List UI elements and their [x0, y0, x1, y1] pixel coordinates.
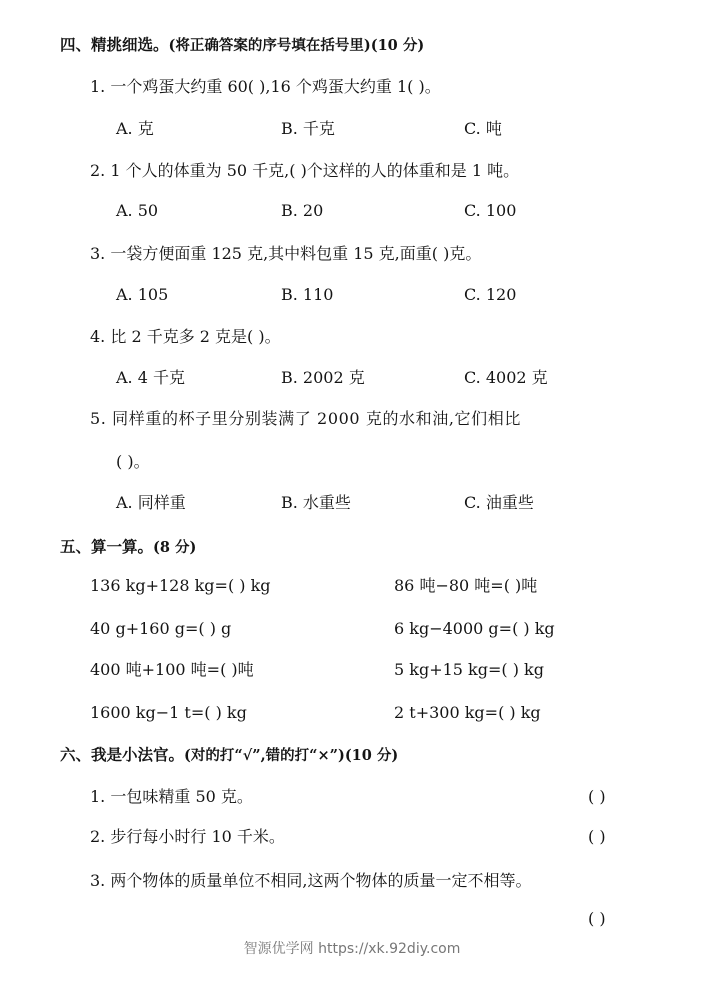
calc-1: 136 kg+128 kg=( ) kg: [90, 576, 271, 595]
q2-option-a: A. 50: [116, 201, 159, 220]
section-4-heading: [60, 34, 424, 57]
q5-option-b: B. 水重些: [281, 493, 351, 512]
judge-bracket-3: ( ): [588, 909, 606, 928]
section-4-title: 四、精挑细选。: [60, 36, 169, 54]
q1-option-b: B. 千克: [281, 119, 335, 138]
calc-5: 400 吨+100 吨=( )吨: [90, 660, 254, 679]
judge-bracket-1: ( ): [588, 787, 606, 806]
calc-2: 86 吨−80 吨=( )吨: [394, 576, 538, 595]
judge-item-1: 1. 一包味精重 50 克。: [90, 787, 253, 806]
judge-item-2: 2. 步行每小时行 10 千米。: [90, 827, 285, 846]
q2-option-b: B. 20: [281, 201, 324, 220]
calc-4: 6 kg−4000 g=( ) kg: [394, 619, 555, 638]
q3-option-a: A. 105: [116, 285, 169, 304]
section-6-title: 六、我是小法官。: [60, 746, 185, 764]
q5-option-c: C. 油重些: [464, 493, 534, 512]
section-5-title: 五、算一算。: [60, 538, 154, 556]
q1-option-c: C. 吨: [464, 119, 502, 138]
calc-6: 5 kg+15 kg=( ) kg: [394, 660, 544, 679]
q3-option-b: B. 110: [281, 285, 334, 304]
section-4-note: (将正确答案的序号填在括号里)(10 分): [168, 37, 425, 54]
watermark-footer: 智源优学网 https://xk.92diy.com: [243, 941, 461, 957]
q4-option-a: A. 4 千克: [116, 368, 185, 387]
question-3: 3. 一袋方便面重 125 克,其中料包重 15 克,面重( )克。: [90, 244, 482, 263]
question-5: 5. 同样重的杯子里分别装满了 2000 克的水和油,它们相比: [90, 409, 521, 428]
judge-bracket-2: ( ): [588, 827, 606, 846]
calc-8: 2 t+300 kg=( ) kg: [394, 703, 541, 722]
section-6-note: (对的打“√”,错的打“×”)(10 分): [184, 747, 399, 764]
q4-option-c: C. 4002 克: [464, 368, 548, 387]
q5-option-a: A. 同样重: [116, 493, 186, 512]
q2-option-c: C. 100: [464, 201, 517, 220]
calc-3: 40 g+160 g=( ) g: [90, 619, 232, 638]
calc-7: 1600 kg−1 t=( ) kg: [90, 703, 247, 722]
q3-option-c: C. 120: [464, 285, 517, 304]
question-5-continued: ( )。: [116, 452, 150, 471]
question-2: 2. 1 个人的体重为 50 千克,( )个这样的人的体重和是 1 吨。: [90, 161, 520, 180]
section-5-note: (8 分): [153, 539, 197, 556]
q4-option-b: B. 2002 克: [281, 368, 365, 387]
question-4: 4. 比 2 千克多 2 克是( )。: [90, 327, 281, 346]
question-1: 1. 一个鸡蛋大约重 60( ),16 个鸡蛋大约重 1( )。: [90, 77, 441, 96]
q1-option-a: A. 克: [116, 119, 154, 138]
section-6-heading: [60, 744, 398, 767]
section-5-heading: [60, 536, 196, 559]
judge-item-3: 3. 两个物体的质量单位不相同,这两个物体的质量一定不相等。: [90, 871, 532, 890]
